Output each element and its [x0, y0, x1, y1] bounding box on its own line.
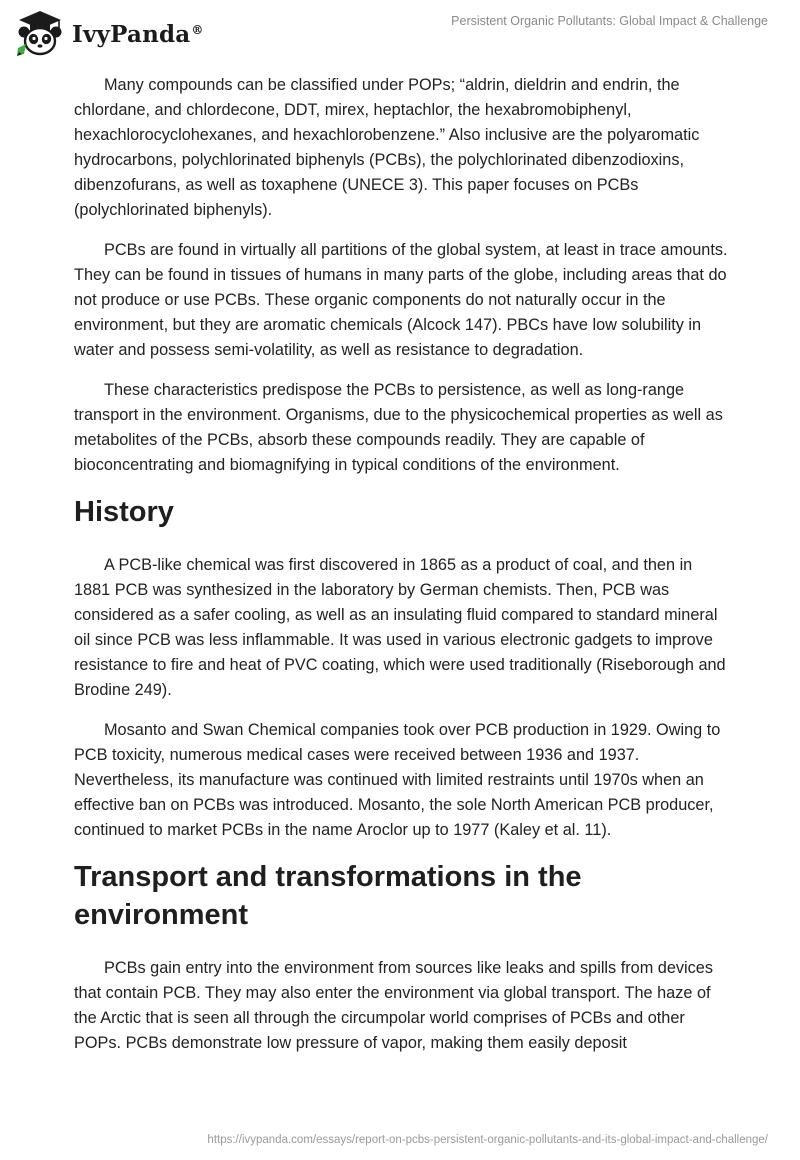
ivypanda-logo[interactable]: [14, 8, 204, 60]
running-title: Persistent Organic Pollutants: Global Impact & Challenge: [451, 14, 768, 28]
panda-logo-icon: [14, 8, 66, 60]
paragraph-history-discovery: A PCB-like chemical was first discovered in 1865 as a product of coal, and then in 1881 PCB was synthesized in the laboratory by German chemists. Then, PCB was considered as a safer cooling, as well as an insulating fluid compared to standard mineral oil since PCB was less inflammable. It was used in various electronic gadgets to improve resistance to fire and heat of PVC coating, which were used traditionally (Riseborough and Brodine 249).: [74, 556, 726, 699]
source-url[interactable]: https://ivypanda.com/essays/report-on-pcbs-persistent-organic-pollutants-and-its-global-impact-and-challenge/: [207, 1134, 768, 1146]
page-header: [0, 0, 800, 70]
paragraph-history-production: Mosanto and Swan Chemical companies took over PCB production in 1929. Owing to PCB toxicity, numerous medical cases were received between 1936 and 1937. Nevertheless, its manufacture was continued with limited restraints until 1970s when an effective ban on PCBs was introduced. Mosanto, the sole North American PCB producer, continued to market PCBs in the name Aroclor up to 1977 (Kaley et al. 11).: [74, 721, 721, 839]
heading-history: History: [74, 496, 174, 528]
registered-mark: ®: [191, 22, 204, 37]
paragraph-pops-compounds: Many compounds can be classified under POPs; “aldrin, dieldrin and endrin, the chlordane, and chlordecone, DDT, mirex, heptachlor, the hexabromobiphenyl, hexachlorocyclohexanes, and hexachlorobenzene.” Also inclusive are the polyaromatic hydrocarbons, polychlorinated biphenyls (PCBs), the polychlorinated dibenzodioxins, dibenzofurans, as well as toxaphene (UNECE 3). This paper focuses on PCBs (polychlorinated biphenyls).: [74, 76, 700, 219]
essay-body: [74, 70, 730, 1071]
heading-transport: Transport and transformations in the environment: [74, 861, 582, 931]
paragraph-characteristics: These characteristics predispose the PCBs to persistence, as well as long-range transport in the environment. Organisms, due to the physicochemical properties as well as metabolites of the PCBs, absorb these compounds readily. They are capable of bioconcentrating and biomagnifying in typical conditions of the environment.: [74, 381, 723, 474]
paragraph-transport: PCBs gain entry into the environment from sources like leaks and spills from devices that contain PCB. They may also enter the environment via global transport. The haze of the Arctic that is seen all through the circumpolar world comprises of PCBs and other POPs. PCBs demonstrate low pressure of vapor, making them easily deposit: [74, 959, 714, 1052]
brand-name: IvyPanda®: [72, 20, 204, 48]
paragraph-pcbs-found: PCBs are found in virtually all partitions of the global system, at least in trace amounts. They can be found in tissues of humans in many parts of the globe, including areas that do not produce or use PCBs. These organic components do not naturally occur in the environment, but they are aromatic chemicals (Alcock 147). PBCs have low solubility in water and possess semi-volatility, as well as resistance to degradation.: [74, 241, 728, 359]
